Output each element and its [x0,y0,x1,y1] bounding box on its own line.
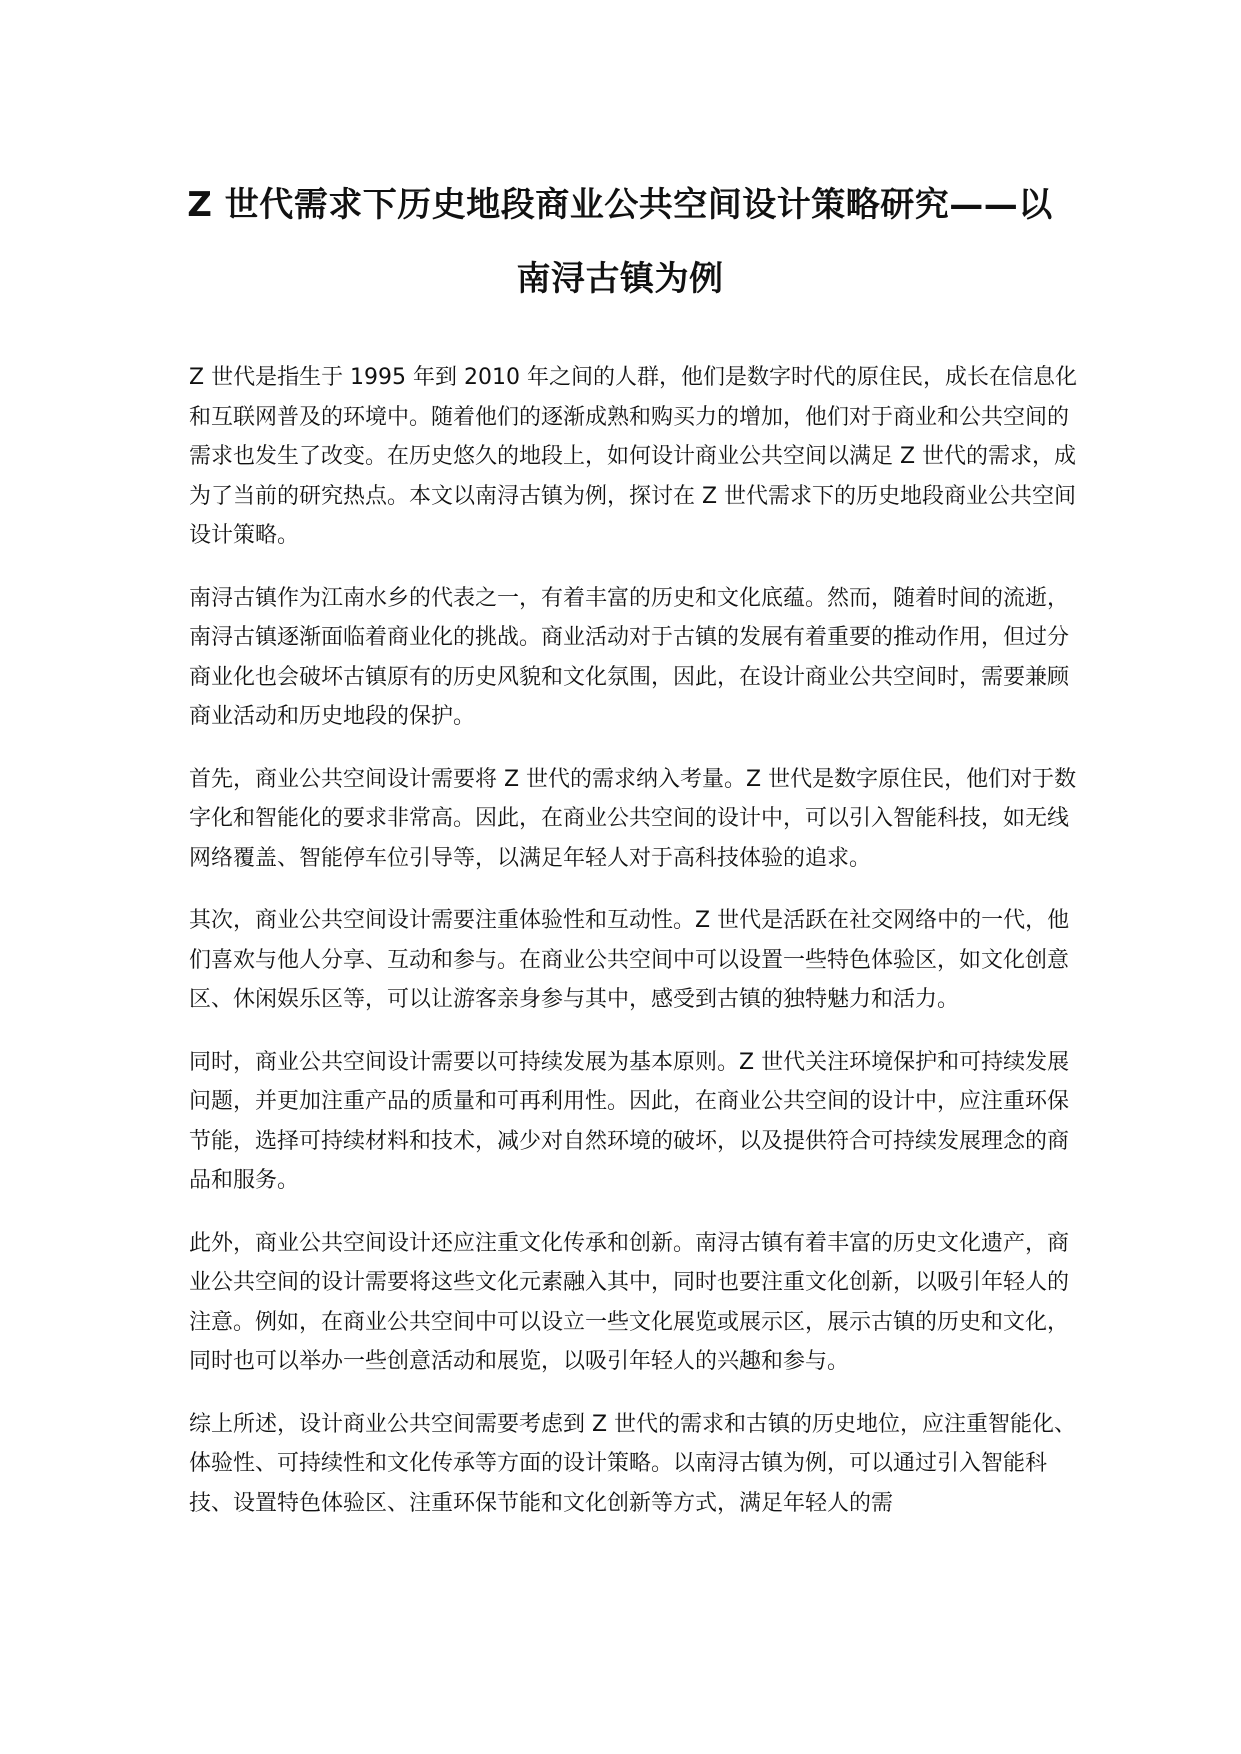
document-body [189,358,1079,1546]
paragraph-5: 同时，商业公共空间设计需要以可持续发展为基本原则。Z 世代关注环境保护和可持续发展问题，并更加注重产品的质量和可再利用性。因此，在商业公共空间的设计中，应注重环保节能，选择可持续材料和技术，减少对自然环境的破坏，以及提供符合可持续发展理念的商品和服务。 [189,1049,1070,1193]
document-title: Z 世代需求下历史地段商业公共空间设计策略研究——以南浔古镇为例 [187,185,1053,299]
paragraph-6: 此外，商业公共空间设计还应注重文化传承和创新。南浔古镇有着丰富的历史文化遗产，商业公共空间的设计需要将这些文化元素融入其中，同时也要注重文化创新，以吸引年轻人的注意。例如，在商业公共空间中可以设立一些文化展览或展示区，展示古镇的历史和文化，同时也可以举办一些创意活动和展览，以吸引年轻人的兴趣和参与。 [189,1230,1070,1374]
paragraph-2: 南浔古镇作为江南水乡的代表之一，有着丰富的历史和文化底蕴。然而，随着时间的流逝，南浔古镇逐渐面临着商业化的挑战。商业活动对于古镇的发展有着重要的推动作用，但过分商业化也会破坏古镇原有的历史风貌和文化氛围，因此，在设计商业公共空间时，需要兼顾商业活动和历史地段的保护。 [189,585,1070,729]
paragraph-4: 其次，商业公共空间设计需要注重体验性和互动性。Z 世代是活跃在社交网络中的一代，他们喜欢与他人分享、互动和参与。在商业公共空间中可以设置一些特色体验区，如文化创意区、休闲娱乐区等，可以让游客亲身参与其中，感受到古镇的独特魅力和活力。 [189,908,1070,1012]
paragraph-1: Z 世代是指生于 1995 年到 2010 年之间的人群，他们是数字时代的原住民，成长在信息化和互联网普及的环境中。随着他们的逐渐成熟和购买力的增加，他们对于商业和公共空间的需求也发生了改变。在历史悠久的地段上，如何设计商业公共空间以满足 Z 世代的需求，成为了当前的研究热点。本文以南浔古镇为例，探讨在 Z 世代需求下的历史地段商业公共空间设计策略。 [189,365,1078,548]
paragraph-3: 首先，商业公共空间设计需要将 Z 世代的需求纳入考量。Z 世代是数字原住民，他们对于数字化和智能化的要求非常高。因此，在商业公共空间的设计中，可以引入智能科技，如无线网络覆盖、智能停车位引导等，以满足年轻人对于高科技体验的追求。 [189,766,1077,871]
paragraph-7: 综上所述，设计商业公共空间需要考虑到 Z 世代的需求和古镇的历史地位，应注重智能化、体验性、可持续性和文化传承等方面的设计策略。以南浔古镇为例，可以通过引入智能科技、设置特色体验区、注重环保节能和文化创新等方式，满足年轻人的需 [189,1411,1077,1516]
